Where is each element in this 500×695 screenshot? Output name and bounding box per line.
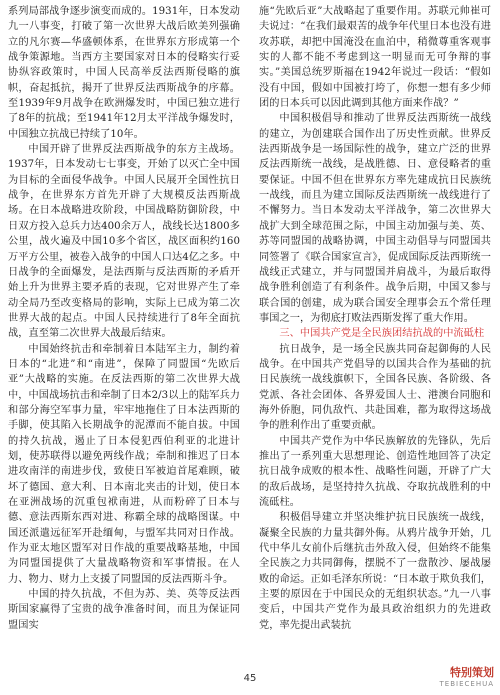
paragraph: 中国共产党作为中华民族解放的先锋队，先后推出了一系列重大思想理论、创造性地回答了决定抗日战争成败的根本性、战略性问题，开辟了广大的敌后战场，是坚持持久抗战、夺取抗战胜利的中流砥柱。 (259, 435, 491, 508)
section-brand-title: 特别策划 (450, 666, 494, 679)
paragraph: 积极倡导建立并坚决维护抗日民族统一战线，凝聚全民族的力量共御外侮。从鸦片战争开始，几代中华儿女前仆后继抗击外敌入侵，但始终不能集全民族之力共同御侮，摆脱不了一盘散沙、屡战屡败的命运。正如毛泽东所说：“日本敢于欺负我们，主要的原因在于中国民众的无组织状态。”九一八事变后，中国共产党作为最具政治组织力的先进政党，率先提出武装抗 (259, 512, 491, 631)
paragraph: 系列局部战争逐步演变而成的。1931年，日本发动九一八事变，打破了第一次世界大战后欧美列强确立的凡尔赛—华盛顿体系，在世界东方形成第一个战争策源地。当西方主要国家对日本的侵略实行妥协纵容政策时，中国人民高举反法西斯侵略的旗帜，奋起抵抗，揭开了世界反法西斯战争的序幕。至1939年9月战争在欧洲爆发时，中国已独立进行了8年的抗战；至1941年12月太平洋战争爆发时，中国独立抗战已持续了10年。 (8, 6, 240, 140)
paragraph: 抗日战争，是一场全民族共同奋起御侮的人民战争。在中国共产党倡导的以国共合作为基础的抗日民族统一战线旗帜下，全国各民族、各阶级、各党派、各社会团体、各界爱国人士、港澳台同胞和海外侨胞，同仇敌忾、共赴国难，都为取得这场战争的胜利作出了重要贡献。 (259, 343, 491, 432)
left-column (8, 4, 240, 633)
section-brand (440, 664, 494, 688)
paragraph: 中国开辟了世界反法西斯战争的东方主战场。1937年，日本发动七七事变，开始了以灭亡全中国为目标的全面侵华战争。中国人民展开全国性抗日战争，在世界东方首先开辟了大规模反法西斯战场。在日本战略进攻阶段，中国战略防御阶段，中日双方投入总兵力达400余万人，战线长达1800多公里，战火遍及中国10多个省区，战区面积约160万平方公里，被卷入战争的中国人口达4亿之多。中日战争的全面爆发，是法西斯与反法西斯的矛盾开始上升为世界主要矛盾的表现，它对世界产生了牵动全局乃至改变格局的影响，实际上已成为第二次世界大战的起点。中国人民持续进行了8年全面抗战，直至第二次世界大战最后结束。 (8, 144, 240, 340)
paragraph: 中国始终抗击和牵制着日本陆军主力，制约着日本的“北进”和“南进”，保障了同盟国“先欧后亚”大战略的实施。在反法西斯的第二次世界大战中，中国战场抗击和牵制了日本2/3以上的陆军兵力和部分海空军事力量，牢牢地拖住了日本法西斯的手脚，使其陷入长期战争的泥潭而不能自拔。中国的持久抗战，遏止了日本侵犯西伯利亚的北进计划，使苏联得以避免两线作战；牵制和推迟了日本进攻南洋的南进步伐，致使日军被迫首尾难顾，破坏了德国、意大利、日本南北夹击的计划，使日本在亚洲战场的沉重包袱南进，从而粉碎了日本与德、意法西斯东西对进、称霸全球的战略图谋。中国还派遣远征军开赴缅甸，与盟军共同对日作战。作为亚太地区盟军对日作战的重要战略基地，中国为同盟国提供了大量战略物资和军事情报。在人力、物力、财力上支援了同盟国的反法西斯斗争。 (8, 343, 240, 585)
section-brand-subtitle: TEBIECEHUA (439, 680, 494, 688)
section-heading: 三、中国共产党是全民族团结抗战的中流砥柱 (279, 328, 485, 340)
page-number: 45 (243, 673, 257, 684)
paragraph: 中国积极倡导和推动了世界反法西斯统一战线的建立，为创建联合国作出了历史性贡献。世界反法西斯战争是一场国际性的战争，建立广泛的世界反法西斯统一战线，是战胜德、日、意侵略者的重要保证。中国不但在世界东方率先建成抗日民族统一战线，而且为建立国际反法西斯统一战线进行了不懈努力。当日本发动太平洋战争，第二次世界大战扩大到全球范围之际，中国主动加强与美、英、苏等同盟国的战略协调，中国主动倡导与同盟国共同签署了《联合国家宣言》，促成国际反法西斯统一战线正式建立，并与同盟国并肩战斗，为最后取得战争胜利创造了有利条件。战争后期，中国又参与联合国的创建，成为联合国安全理事会五个常任理事国之一，为彻底打败法西斯发挥了重大作用。 (259, 113, 491, 324)
paragraph: 施“先欧后亚”大战略起了重要作用。苏联元帅崔可夫说过：“在我们最艰苦的战争年代里日本也没有进攻苏联，却把中国淹没在血泊中，稍微尊重客观事实的人都不能不考虑到这一明显而无可争辩的事实。”美国总统罗斯福在1942年说过一段话：“假如没有中国，假如中国被打垮了，你想一想有多少师团的日本兵可以因此调到其他方面来作战？” (259, 6, 491, 110)
right-column (259, 4, 491, 633)
paragraph: 中国的持久抗战，不但为苏、美、英等反法西斯国家赢得了宝贵的战争准备时间，而且为保证同盟国实 (8, 589, 240, 631)
